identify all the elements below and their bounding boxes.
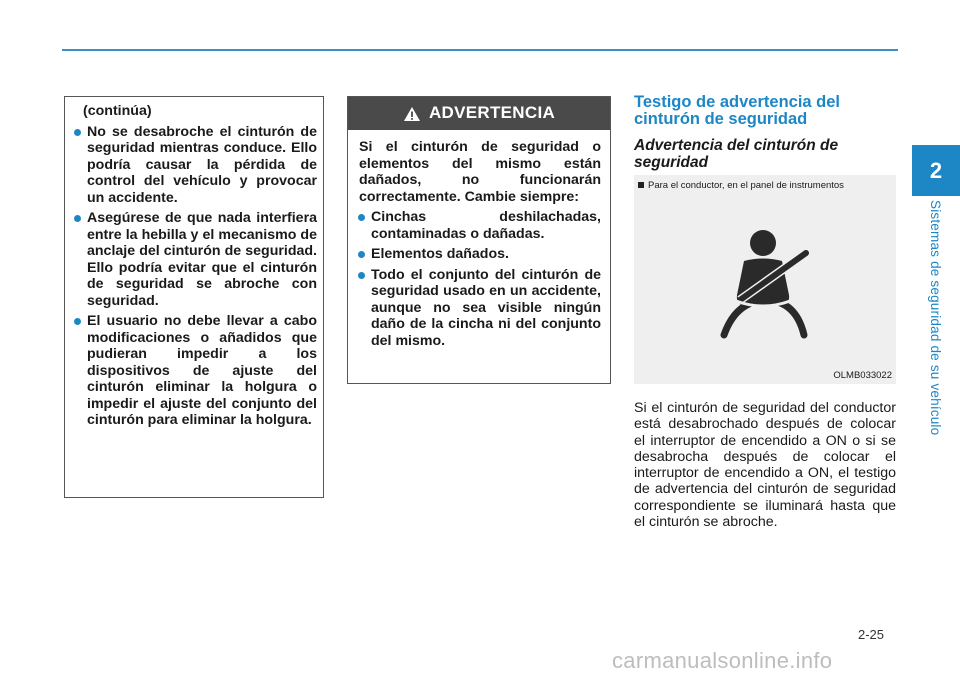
section-heading: Testigo de advertencia del cinturón de seguridad	[634, 93, 841, 128]
square-bullet-icon	[638, 182, 644, 188]
list-item: Cinchas deshilachadas, contaminadas o dañadas.	[371, 209, 601, 242]
warning-intro: Si el cinturón de seguridad o elementos del mismo están dañados, no funcionarán correctamente. Cambie siempre:	[359, 139, 601, 205]
warning-triangle-icon	[403, 106, 421, 122]
top-rule	[62, 49, 898, 51]
continued-label: (continúa)	[83, 103, 152, 119]
figure-caption: Para el conductor, en el panel de instrumentos	[638, 180, 844, 191]
figure-code: OLMB033022	[833, 370, 892, 381]
continued-list	[87, 124, 317, 429]
chapter-tab: 2	[912, 145, 960, 196]
page-number: 2-25	[858, 627, 885, 642]
body-paragraph: Si el cinturón de seguridad del conductor está desabrochado después de colocar el interruptor de encendido a ON o si se desabrocha después de colocar el interruptor de encendido a ON, el testigo de advertencia del cinturón de seguridad correspondiente se iluminará hasta que el cinturón se abroche.	[634, 400, 896, 531]
bullet-icon	[358, 251, 365, 258]
bullet-icon	[358, 272, 365, 279]
warning-title: ADVERTENCIA	[428, 103, 556, 123]
list-item: Todo el conjunto del cinturón de seguridad usado en un accidente, aunque no sea visible ningún daño de la cincha ni del conjunto del mismo.	[371, 267, 601, 350]
list-item: Asegúrese de que nada interfiera entre la hebilla y el mecanismo de anclaje del cinturón de seguridad. Ello podría evitar que el cinturón de seguridad se abroche con seguridad.	[87, 210, 317, 309]
section-subheading: Advertencia del cinturón de seguridad	[634, 137, 839, 171]
bullet-icon	[74, 318, 81, 325]
chapter-side-title: Sistemas de seguridad de su vehículo	[928, 200, 943, 436]
figure-panel	[634, 175, 896, 384]
bullet-icon	[74, 129, 81, 136]
warning-box	[347, 96, 611, 384]
list-item: No se desabroche el cinturón de seguridad mientras conduce. Ello podría causar la pérdida de control del vehículo y provocar un accidente.	[87, 124, 317, 207]
warning-header	[348, 97, 610, 130]
bullet-icon	[358, 214, 365, 221]
continued-warning-box	[64, 96, 324, 498]
warning-list	[359, 209, 601, 349]
list-item: Elementos dañados.	[371, 246, 601, 263]
list-item: El usuario no debe llevar a cabo modificaciones o añadidos que pudieran impedir a los dispositivos de ajuste del cinturón eliminar la holgura o impedir el ajuste del conjunto del cinturón para eliminar la holgura.	[87, 313, 317, 429]
bullet-icon	[74, 215, 81, 222]
watermark: carmanualsonline.info	[612, 648, 833, 673]
seatbelt-warning-icon	[716, 223, 816, 343]
